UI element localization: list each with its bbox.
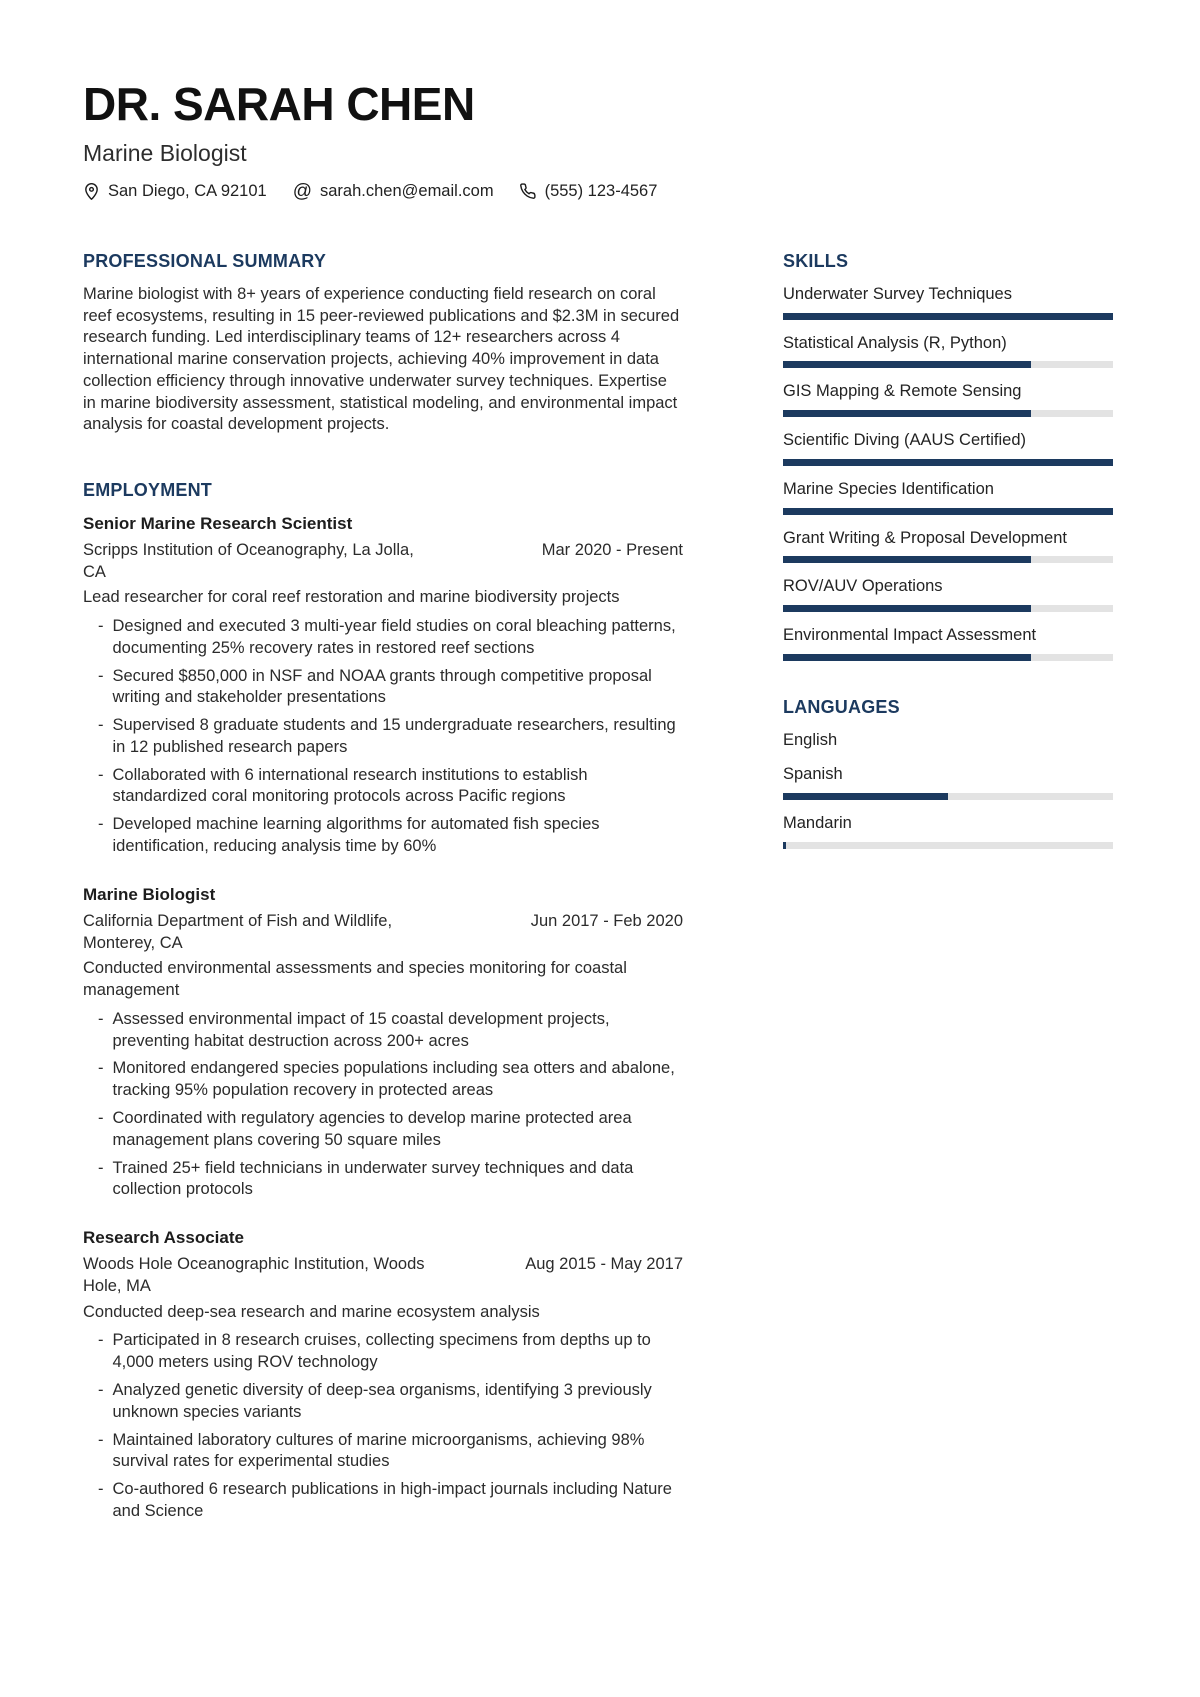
skill-label: Environmental Impact Assessment — [783, 626, 1037, 645]
skill-item — [783, 430, 1113, 466]
skill-bar-track — [783, 361, 1113, 368]
language-item — [783, 813, 1113, 849]
languages-heading: LANGUAGES — [783, 696, 900, 717]
skill-bar-fill — [783, 410, 1031, 417]
job-list — [83, 513, 683, 1523]
person-name: DR. SARAH CHEN — [83, 78, 475, 130]
contact-location-text: San Diego, CA 92101 — [108, 182, 267, 201]
at-sign-icon: @ — [292, 181, 312, 203]
job-bullet — [83, 1009, 683, 1053]
job-meta — [83, 911, 683, 955]
skill-bar-fill — [783, 508, 1113, 515]
contact-location — [83, 182, 267, 201]
skill-bar-track — [783, 654, 1113, 661]
job-entry — [83, 884, 683, 1201]
language-item — [783, 764, 1113, 800]
skill-item — [783, 625, 1113, 661]
job-bullet-text: Maintained laboratory cultures of marine microorganisms, achieving 98% survival rates for experimental studies — [112, 1430, 645, 1471]
bullet-dash-icon: - — [98, 765, 104, 784]
employment-heading: EMPLOYMENT — [83, 480, 213, 501]
skill-item — [783, 479, 1113, 515]
job-company: Woods Hole Oceanographic Institution, Woods Hole, MA — [83, 1255, 425, 1295]
skill-item — [783, 284, 1113, 320]
job-description: Lead researcher for coral reef restoration and marine biodiversity projects — [83, 588, 620, 607]
job-bullet-text: Supervised 8 graduate students and 15 undergraduate researchers, resulting in 12 published research papers — [112, 716, 676, 756]
bullet-dash-icon: - — [98, 617, 104, 636]
skill-label: Statistical Analysis (R, Python) — [783, 333, 1007, 352]
bullet-dash-icon: - — [98, 666, 104, 685]
job-description: Conducted deep-sea research and marine ecosystem analysis — [83, 1302, 540, 1321]
bullet-dash-icon: - — [98, 815, 104, 834]
person-job-title: Marine Biologist — [83, 140, 247, 167]
skill-list — [783, 284, 1113, 661]
bullet-dash-icon: - — [98, 1331, 104, 1350]
skill-item — [783, 333, 1113, 369]
job-bullet — [83, 666, 683, 710]
job-description: Conducted environmental assessments and species monitoring for coastal management — [83, 959, 627, 1000]
contact-phone — [520, 182, 658, 201]
skill-bar-fill — [783, 556, 1031, 563]
skill-bar-track — [783, 313, 1113, 320]
summary-heading: PROFESSIONAL SUMMARY — [83, 251, 327, 272]
skill-bar-fill — [783, 361, 1031, 368]
skill-label: GIS Mapping & Remote Sensing — [783, 382, 1022, 401]
job-bullet-text: Designed and executed 3 multi-year field studies on coral bleaching patterns, documenting 25% recovery rates in restored reef sections — [112, 617, 676, 657]
language-bar-track — [783, 842, 1113, 849]
sidebar-column — [783, 251, 1113, 1548]
content-columns — [83, 251, 1113, 1548]
skills-section — [783, 251, 1113, 661]
skill-bar-track — [783, 508, 1113, 515]
skill-label: Grant Writing & Proposal Development — [783, 528, 1067, 547]
bullet-dash-icon: - — [98, 716, 104, 735]
employment-section — [83, 480, 683, 1522]
languages-section — [783, 697, 1113, 849]
job-dates: Aug 2015 - May 2017 — [525, 1255, 683, 1274]
job-bullet-text: Developed machine learning algorithms for automated fish species identification, reducing analysis time by 60% — [112, 815, 600, 856]
job-bullet-text: Trained 25+ field technicians in underwater survey techniques and data collection protocols — [112, 1158, 634, 1199]
job-company: California Department of Fish and Wildlife, Monterey, CA — [83, 911, 393, 952]
contact-email — [293, 182, 494, 201]
job-bullet-text: Monitored endangered species populations including sea otters and abalone, tracking 95% population recovery in protected areas — [112, 1059, 675, 1100]
language-bar-fill — [783, 842, 786, 849]
job-title: Research Associate — [83, 1228, 244, 1248]
bullet-dash-icon: - — [98, 1009, 104, 1028]
skill-label: ROV/AUV Operations — [783, 577, 943, 596]
language-bar-fill — [783, 793, 948, 800]
job-bullet — [83, 1380, 683, 1424]
skills-heading: SKILLS — [783, 251, 849, 272]
skill-item — [783, 576, 1113, 612]
bullet-dash-icon: - — [98, 1109, 104, 1127]
job-bullet-text: Secured $850,000 in NSF and NOAA grants through competitive proposal writing and stakeholder presentations — [112, 666, 652, 707]
bullet-dash-icon: - — [98, 1059, 104, 1078]
contact-row — [83, 182, 1113, 201]
bullet-dash-icon: - — [98, 1158, 104, 1177]
skill-bar-fill — [783, 605, 1031, 612]
job-bullet-text: Co-authored 6 research publications in high-impact journals including Nature and Science — [112, 1480, 672, 1520]
job-entry — [83, 513, 683, 858]
job-meta — [83, 1254, 683, 1298]
job-dates: Jun 2017 - Feb 2020 — [530, 911, 683, 930]
skill-bar-track — [783, 605, 1113, 612]
bullet-dash-icon: - — [98, 1480, 104, 1499]
location-pin-icon — [83, 182, 100, 201]
job-bullet — [83, 1158, 683, 1202]
skill-item — [783, 528, 1113, 564]
job-bullet-text: Analyzed genetic diversity of deep-sea organisms, identifying 3 previously unknown species variants — [112, 1380, 652, 1421]
job-dates: Mar 2020 - Present — [541, 540, 683, 559]
job-bullet — [83, 1430, 683, 1474]
job-meta — [83, 540, 683, 584]
skill-bar-fill — [783, 313, 1113, 320]
job-title: Marine Biologist — [83, 884, 216, 904]
summary-text: Marine biologist with 8+ years of experience conducting field research on coral reef ecosystems, resulting in 15 peer-reviewed publications and $2.3M in secured research funding. Led interdisciplinary teams of 12+ researchers across 4 international marine conservation projects, achieving 40% improvement in data collection efficiency through innovative underwater survey techniques. Expertise in marine biodiversity assessment, statistical modeling, and environmental impact analysis for coastal development projects. — [83, 284, 680, 434]
contact-phone-text: (555) 123-4567 — [544, 182, 658, 201]
language-label: Spanish — [783, 765, 843, 784]
contact-email-text: sarah.chen@email.com — [320, 182, 494, 201]
job-entry — [83, 1227, 683, 1523]
skill-bar-track — [783, 556, 1113, 563]
job-bullet-text: Coordinated with regulatory agencies to develop marine protected area management plans covering 50 square miles — [112, 1109, 632, 1149]
summary-section — [83, 251, 683, 436]
skill-bar-fill — [783, 459, 1113, 466]
skill-label: Marine Species Identification — [783, 479, 994, 498]
job-bullet — [83, 765, 683, 809]
bullet-dash-icon: - — [98, 1430, 104, 1449]
skill-bar-track — [783, 459, 1113, 466]
bullet-dash-icon: - — [98, 1380, 104, 1399]
job-bullet — [83, 1330, 683, 1374]
job-bullet — [83, 1108, 683, 1152]
language-label: English — [783, 730, 838, 749]
skill-label: Underwater Survey Techniques — [783, 284, 1012, 303]
language-bar-track — [783, 793, 1113, 800]
phone-icon — [520, 183, 537, 200]
job-bullet-text: Collaborated with 6 international research institutions to establish standardized coral monitoring protocols across Pacific regions — [112, 765, 588, 806]
job-bullet-text: Participated in 8 research cruises, collecting specimens from depths up to 4,000 meters using ROV technology — [112, 1331, 651, 1372]
job-bullet — [83, 814, 683, 858]
job-bullet — [83, 1058, 683, 1102]
main-column — [83, 251, 683, 1548]
language-label: Mandarin — [783, 814, 852, 833]
language-list — [783, 730, 1113, 849]
job-title: Senior Marine Research Scientist — [83, 513, 353, 533]
job-bullet — [83, 616, 683, 660]
skill-item — [783, 381, 1113, 417]
job-bullet — [83, 1479, 683, 1523]
job-bullet — [83, 715, 683, 759]
job-bullet-text: Assessed environmental impact of 15 coastal development projects, preventing habitat destruction across 200+ acres — [112, 1009, 610, 1050]
skill-label: Scientific Diving (AAUS Certified) — [783, 431, 1026, 450]
skill-bar-track — [783, 410, 1113, 417]
skill-bar-fill — [783, 654, 1031, 661]
language-item — [783, 730, 1113, 752]
resume-header — [83, 80, 1113, 201]
job-company: Scripps Institution of Oceanography, La Jolla, CA — [83, 540, 414, 581]
